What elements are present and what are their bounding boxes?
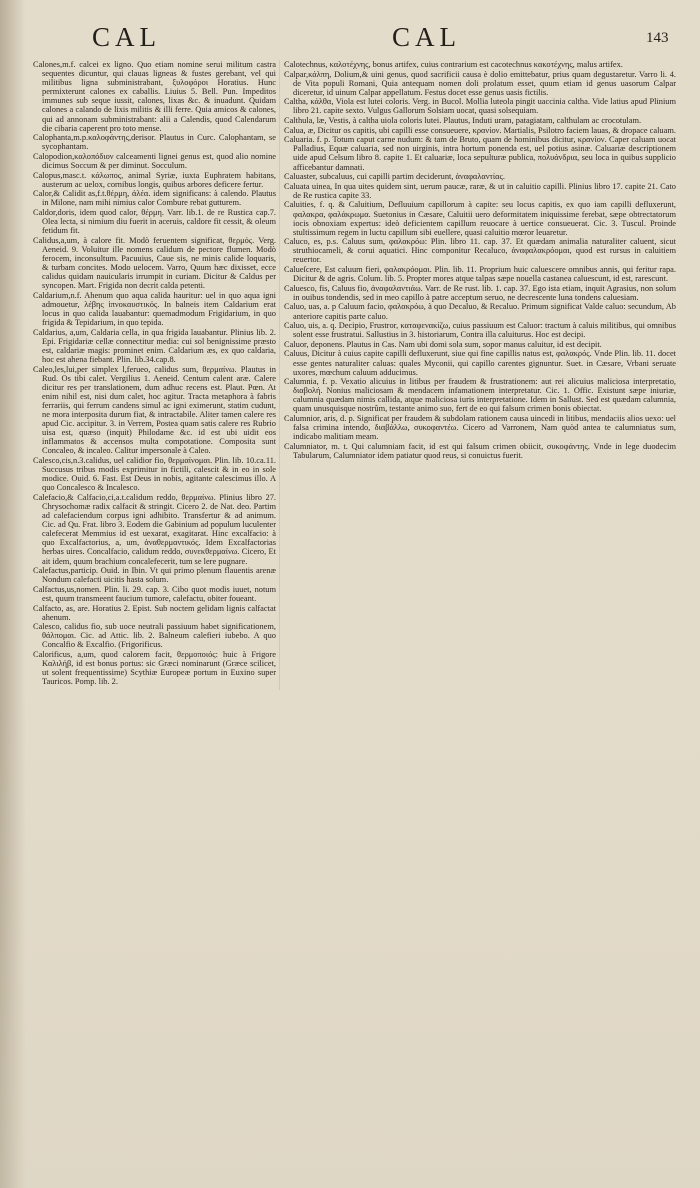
entry-calua: Calua, æ, Dicitur os capitis, ubi capilli esse consueuere, κρανίον. Martialis, Psilotro faciem lauas, & dropace caluam. <box>284 125 676 135</box>
entry-caluesco: Caluesco, fis, Caluus fio, ἀναφαλαντιάω. Varr. de Re rust. lib. 1. cap. 37. Ego ista etiam, inquit Agrasius, non solum in ouibus tondendis, sed in meo capillo à patre acceptum seruo, ne decrescente luna tondens caluesiam. <box>284 283 676 302</box>
entry-calumniator: Calumniator, m. t. Qui calumniam facit, id est qui falsum crimen obiicit, συκοφάντης. Vnde in lege duodecim Tabularum, Calumniator idem patiatur quod reus, si conuictus fuerit. <box>284 441 676 460</box>
entry-calopodion: Calopodion,καλοπόδιον calceamenti lignei genus est, quod alio nomine dicimus Soccum & per diminut. Socculum. <box>33 151 276 171</box>
left-column <box>33 60 276 687</box>
entry-calorificus: Calorificus, a,um, quod calorem facit, θερμοποιός: huic à Frigore Kαλιλήβ, id est bonus portus: sic Græci nominarunt (Græce scilicet, ut solent frequentissime) Scythiæ Europeæ portum in Euxino super Tauricos. Pomp. lib. 2. <box>33 650 276 687</box>
left-running-head: CAL <box>92 22 161 52</box>
entry-caluescere: Calueſcere, Est caluum fieri, φαλακρόομαι. Plin. lib. 11. Proprium huic caluescere omnibus annis, qui feritur rapa. Dicitur & de agris. Colum. lib. 5. Propter mores atque talpas sæpe nouella castanea caluescunt, id est, rarescunt. <box>284 265 676 284</box>
entry-calthula: Calthula, læ, Vestis, à caltha uiola coloris lutei. Plautus, Induti uram, patagiatam, calthulam ac crocotulam. <box>284 116 642 126</box>
entry-calopus: Calopus,masc.t. κάλωπος, animal Syriæ, iuxta Euphratem habitans, austerum ac uelox, cornibus longis, quibus arbores deficere fertur. <box>33 170 276 189</box>
entry-calefio: Calesco, calidus fio, sub uoce neutrali passiuum habet significationem, θάλπομαι. Cic. ad Attic. lib. 2. Balneum calefieri iubebo. A quo Concalfio & Excalfio. (Frigorificus. <box>33 622 276 650</box>
entry-calotechnus: Calotechnus, καλοτέχνης, bonus artifex, cuius contrarium est cacotechnus κακοτέχνης, malus artifex. <box>284 60 623 69</box>
entry-caldarius: Caldarius, a,um, Caldaria cella, in qua frigida lauabantur. Plinius lib. 2. Epi. Frigidariæ cellæ connectitur media: cui sol benignissime præsto est, caldariæ magis: prominet enim. Caldarium æs, ex quo caldaria, hoc est ahena fiebant. Plin. lib.34.cap.8. <box>33 327 276 364</box>
entry-caluities: Caluities, f. q. & Caluitium, Defluuium capillorum à capite: seu locus capitis, ex quo iam capilli defluxerunt, φαλακρα, φαλάκρωμα. Suetonius in Cæsare, Caluitii uero deformitatem iniquissime ferebat, sæpe obtrectatorum iocis obnoxiam expertus: ideò deficientem capillum reuocare à uertice consueuerat. Cic. 3. Tuscul. Proinde stultissimum regem in luctu capillum sibi euellere, quasi caluitio mœror leuaretur. <box>284 200 676 237</box>
entry-caluus: Caluus, Dicitur à cuius capite capilli defluxerunt, siue qui fine capillis natus est, φαλακρός. Vnde Plin. lib. 11. docet esse gentes naturaliter caluas: quales Myconii, qui capillo carentes gignuntur. Suet. in Cæsare, Vrbani seruate uxores, mœchum caluum adducimus. <box>284 349 676 377</box>
entry-caluata-uinea: Caluata uinea, In qua uites quidem sint, uerum paucæ, raræ, & ut in caluitio capilli. Plinius libro 17. capite 21. Cato de Re rustica capite 33. <box>284 181 676 200</box>
page-number: 143 <box>646 30 669 46</box>
entry-calumnia: Calumnia, f. p. Vexatio alicuius in litibus per fraudem & frustrationem: aut rei alicuius maliciosa interpretatio, διαβολή. Nonius maliciosam & mendacem infamationem interpretatur. Cic. 1. Offic. Existunt sæpe iniuriæ, calumnia quædam nimis callida, atque maliciosa iuris interpretatione. Idem in Sallust. Sed est quædam calumnia, quam unusquisque nostrûm, testante animo suo, fert de eo qui falsum crimen bonis obiectat. <box>284 377 676 414</box>
entry-calidus: Calidus,a,um, à calore fit. Modò feruentem significat, θερμός. Verg. Aeneid. 9. Voluitur ille nomens calidum de pectore flumen. Modò ferocem, inconsultum. Pacuuius, Caue sis, ne minis calide loquaris, & turbam concites. Modo uelocem. Varro, Quum hæc dixisset, ecce calidus quidam nauicularis irrumpit in curiam. Dicitur & Caldus per syncopen. Mart. Frigida non decrit calda petenti. <box>33 235 276 291</box>
entry-caluo-b: Caluo, uis, a. q. Decipio, Frustror, καταφενακίζω, cuius passiuum est Caluor: tractum à caluis militibus, qui omnibus solent esse frustratui. Sallustius in 3. historiarum, Contra illa caluiturus. Hoc est decipi. <box>284 321 676 340</box>
entry-caleo: Caleo,les,lui,per simplex l,ferueo, calidus sum, θερμαίνω. Plautus in Rud. Os tibi calet. Vergilius 1. Aeneid. Centum calent aræ. Calere dicitur res per translationem, dum adhuc recens est. Plaut. Pœn. At enim nihil est, nisi dum calet, hoc agitur. Tracta metaphora à fabris ferrariis, qui ferrum candens simul ac igni eximerunt, statim cudunt, ne mora interposita durum fiat, & intractabile. Aliter tamen calere res apud Cic. accipitur. 3. in Verrem, Postea quam satis calere res Rubrio uisa est, quæso (inquit) Philodame &c. id est ubi uidit eos inflammatos & accensos multa compotatione. Composita sunt Concaleo, & incaleo. Calitur impersonale à Caleo. <box>33 364 276 456</box>
entry-caldor: Caldor,doris, idem quod calor, θέρμη. Varr. lib.1. de re Rustica cap.7. Olea lecta, si nimium diu fuerit in aceruis, caldore fit cessit, & oleum fetidum fit. <box>33 208 276 236</box>
entry-calesco: Calesco,cis,n.3.calidus, uel calidior fio, θερμαίνομαι. Plin. lib. 10.ca.11. Succusus tribus modis exprimitur in fictili, calescit & in eo in sole modice. Ouid. 6. Fast. Est Deus in nobis, agitante calescimus illo. A quo Concalesco & Incalesco. <box>33 456 276 493</box>
entry-caluaria: Caluaria. f. p. Totum caput carne nudum: & tam de Bruto, quam de hominibus dicitur, κρανίον. Caper caluam uocat Palladius, Equæ caluaria, sed non uirginis, intra hortum ponenda est, uel potius asinæ. Caluariæ descriptionem uide apud Celsum libro 8. capite 1. Et caluariæ, loca sepulturæ publica, πολυάνδρια, seu loca in quibus supplicio afficebantur damnati. <box>284 135 676 172</box>
bottom-blank-area <box>0 695 700 1188</box>
entry-calumnior: Calumnior, aris, d. p. Significat per fraudem & subdolam rationem causa uincedi in litibus, mendaciis alios uexo: uel falsa crimina intendo, διαβάλλω, συκοφαντέω. Cicero ad Varronem, Nam quòd antea te calumniatus sum, indicabo malitiam meam. <box>284 414 676 442</box>
entry-calones: Calones,m.f. calcei ex ligno. Quo etiam nomine serui militum castra sequentes dicuntur, qui clauas ligneas & fustes gerebant, vel qui militibus ligna subministrabant, ξυλοφόροι Horatius. Hunc permixterunt calones ex caballis. Liuius 5. Bell. Pun. Impeditos immunes sub seque iussit, calones, lixas &c. & inuadunt. Quidam calones a calando de lixis militis & illi ferre. Quia amicos & calones, qui ad annonam subministrabant: alii a Calendis, quod Calendarum die cibaria caperent pro toto mense. <box>33 60 276 133</box>
entry-caluco: Caluco, es, p.s. Caluus sum, φαλακρόω: Plin. libro 11. cap. 37. Et quædam animalia naturaliter caluent, sicut struthiocameli, & corui aquatici. Hinc componitur Recaluco, ἀναφαλακρόομαι, quod est rursus in caluitiem reuertor. <box>284 237 676 265</box>
right-running-head: CAL <box>392 22 461 52</box>
entry-calefactus: Calefactus,particip. Ouid. in Ibin. Vt qui primo plenum flauentis arenæ Nondum calefacti uicitis hasta solum. <box>33 566 276 585</box>
column-gutter <box>279 60 280 690</box>
entry-calpar: Calpar,κάλπη, Dolium,& uini genus, quod sacrificii causa è dolio emittebatur, prius quam degustaretur. Varro li. 4. de Vita populi Romani, Quia antequam nomen doli prolatum esset, quum etiam id genus uasorum Calpar diceretur, id uinum Calpar appellatum. Festus docet esse genus uasis fictilis. <box>284 69 676 97</box>
entry-caluaster: Caluaster, subcaluus, cui capilli partim deciderunt, ἀναφαλαντίας. <box>284 172 505 182</box>
entry-caluo-a: Caluo, uas, a. p Caluum facio, φαλακρόω, à quo Decaluo, & Recaluo. Primum significat Valde caluo: secundum, Ab anteriore capitis parte caluo. <box>284 302 676 321</box>
entry-caldarium: Caldarium,n.f. Ahenum quo aqua calida hauritur: uel in quo aqua igni admouetur, λέβης ἰπνοκαυστικός. In balneis item Caldarium erat locus in quo calida lauabantur: quemadmodum Frigidarium, in quo frigida & Tepidarium, in quo tepida. <box>33 290 276 328</box>
entry-calfactus: Calfactus,us,nomen. Plin. li. 29. cap. 3. Cibo quot modis iuuet, notum est, quum transmeent faucium tumore, calefactu, obiter foueant. <box>33 584 276 603</box>
entry-caluor: Caluor, deponens. Plautus in Cas. Nam ubi domi sola sum, sopor manus caluitur, id est decipit. <box>284 339 602 349</box>
right-column <box>284 60 676 461</box>
entry-calfacto: Calfacto, as, are. Horatius 2. Epist. Sub noctem gelidam lignis calfactat ahenum. <box>33 603 276 622</box>
entry-calor: Calor,& Calidit as,f.t.θέρμη, ἀλέα. idem significans: à calendo. Plautus in Milone, nam mihi nimius calor Combure rebat gutturem. <box>33 189 276 208</box>
entry-caltha: Caltha, κάλθα, Viola est lutei coloris. Verg. in Bucol. Mollia luteola pingit uaccinia caltha. Vide latius apud Plinium libro 21. capite sexto. Vulgus Gallorum Solsiam uocat, quasi solsequiam. <box>284 97 676 116</box>
entry-calophanta: Calophanta,m.p.καλοφάντης,derisor. Plautus in Curc. Calophantam, se sycophantam. <box>33 133 276 152</box>
entry-calefacio: Calefacio,& Calfacio,ci,a.t.calidum reddo, θερμαίνω. Plinius libro 27. Chrysochomæ radix calfacit & stringit. Cicero 2. de Nat. deo. Partim ad calefaciendum corpus igni adhibito. Transfertur & ad animum. Cic. ad Qu. Frat. libro 3. Eodem die Gabinium ad populum luculenter calefecerat Memmius id est uexarat, exagitarat. Hinc excalfacio: à quo Excalfactorius, a, um, ἀναθερμαντικός. Idem Excalfactorias herbas uires. Concalfacio, calidum reddo, συνεκθερμαίνω. Cicero, Et ait idem, quum brachium concalefecerit, tum se lere pugnare. <box>33 492 276 566</box>
